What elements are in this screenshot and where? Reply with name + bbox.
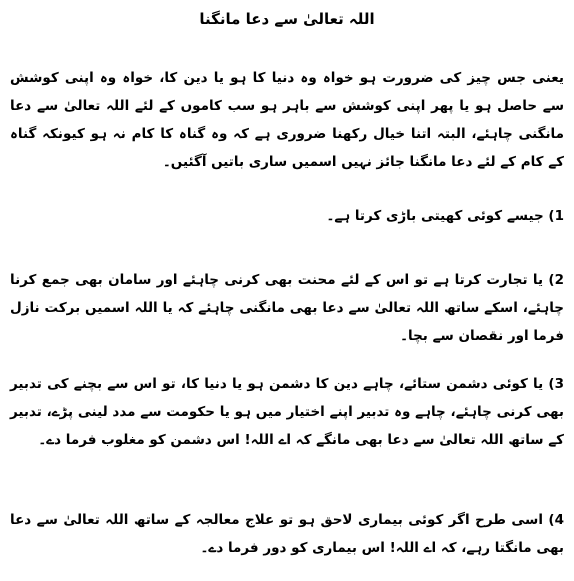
point-2-paragraph: 2) یا تجارت کرتا ہے تو اس کے لئے محنت بھی کرنی چاہئے اور سامان بھی جمع کرنا چاہئے، اسکے ساتھ اللہ تعالیٰ سے دعا بھی مانگنی چاہئے کہ یا اللہ اسمیں برکت نازل فرما اور نقصان سے بچا۔: [10, 272, 564, 344]
intro-paragraph: یعنی جس چیز کی ضرورت ہو خواہ وہ دنیا کا ہو یا دین کا، خواہ وہ اپنی کوشش سے حاصل ہو یا پھر اپنی کوشش سے باہر ہو سب کاموں کے لئے اللہ تعالیٰ سے دعا مانگنی چاہئے، البتہ اتنا خیال رکھنا ضروری ہے کہ وہ گناہ کا کام نہ ہو کیونکہ گناہ کے کام کے لئے دعا مانگنا جائز نہیں اسمیں ساری باتیں آگئیں۔: [10, 70, 564, 170]
point-3-paragraph: 3) یا کوئی دشمن ستائے، چاہے دین کا دشمن ہو یا دنیا کا، تو اس سے بچنے کی تدبیر بھی کرنی چاہئے، چاہے وہ تدبیر اپنے اختیار میں ہو یا حکومت سے مدد لینی پڑے، تدبیر کے ساتھ اللہ تعالیٰ سے دعا بھی مانگے کہ اے اللہ! اس دشمن کو مغلوب فرما دے۔: [10, 376, 564, 448]
point-1-paragraph: 1) جیسے کوئی کھیتی باڑی کرتا ہے۔: [326, 208, 564, 224]
point-4-paragraph: 4) اسی طرح اگر کوئی بیماری لاحق ہو تو علاج معالجہ کے ساتھ اللہ تعالیٰ سے دعا بھی مانگتا رہے، کہ اے اللہ! اس بیماری کو دور فرما دے۔: [10, 512, 564, 556]
document-title: اللہ تعالیٰ سے دعا مانگنا: [199, 10, 375, 28]
